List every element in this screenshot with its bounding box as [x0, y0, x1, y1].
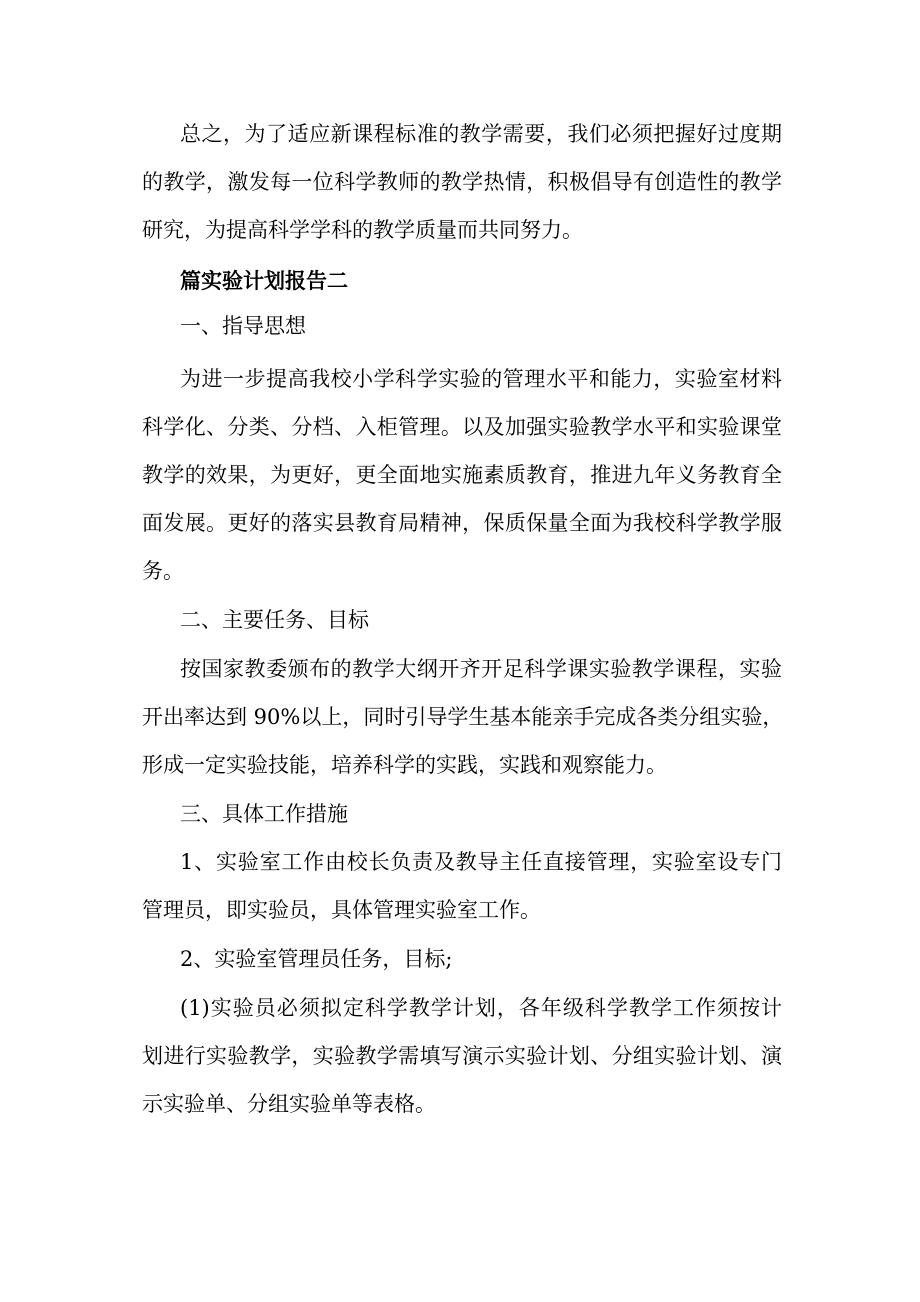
paragraph-guiding-line-5: 务。 — [142, 559, 184, 583]
paragraph-item-1-line-3: 示实验单、分组实验单等表格。 — [142, 1092, 436, 1116]
heading-main-tasks: 二、主要任务、目标 — [180, 608, 369, 632]
paragraph-measure-2: 2、实验室管理员任务，目标; — [180, 947, 453, 971]
paragraph-tasks-line-2: 开出率达到 90%以上，同时引导学生基本能亲手完成各类分组实验， — [142, 705, 784, 729]
paragraph-guiding-line-4: 面发展。更好的落实县教育局精神，保质保量全面为我校科学教学服 — [142, 511, 782, 535]
paragraph-conclusion-line-3: 研究，为提高科学学科的教学质量而共同努力。 — [142, 218, 583, 242]
paragraph-item-1-line-1: (1)实验员必须拟定科学教学计划，各年级科学教学工作须按计 — [180, 996, 782, 1020]
paragraph-guiding-line-3: 教学的效果，为更好，更全面地实施素质教育，推进九年义务教育全 — [142, 463, 782, 487]
paragraph-tasks-line-1: 按国家教委颁布的教学大纲开齐开足科学课实验教学课程，实验 — [180, 657, 782, 681]
paragraph-tasks-line-3: 形成一定实验技能，培养科学的实践，实践和观察能力。 — [142, 753, 667, 777]
paragraph-guiding-line-2: 科学化、分类、分档、入柜管理。以及加强实验教学水平和实验课堂 — [142, 415, 782, 439]
heading-guiding-thought: 一、指导思想 — [180, 314, 306, 338]
paragraph-measure-1-line-2: 管理员，即实验员，具体管理实验室工作。 — [142, 898, 541, 922]
paragraph-conclusion-line-1: 总之，为了适应新课程标准的教学需要，我们必须把握好过度期 — [180, 122, 782, 146]
paragraph-item-1-line-2: 划进行实验教学，实验教学需填写演示实验计划、分组实验计划、演 — [142, 1044, 782, 1068]
paragraph-guiding-line-1: 为进一步提高我校小学科学实验的管理水平和能力，实验室材料 — [180, 367, 782, 391]
paragraph-measure-1-line-1: 1、实验室工作由校长负责及教导主任直接管理，实验室设专门 — [180, 850, 782, 874]
section-title: 篇实验计划报告二 — [180, 268, 348, 293]
heading-measures: 三、具体工作措施 — [180, 802, 348, 826]
paragraph-conclusion-line-2: 的教学，激发每一位科学教师的教学热情，积极倡导有创造性的教学 — [142, 170, 782, 194]
